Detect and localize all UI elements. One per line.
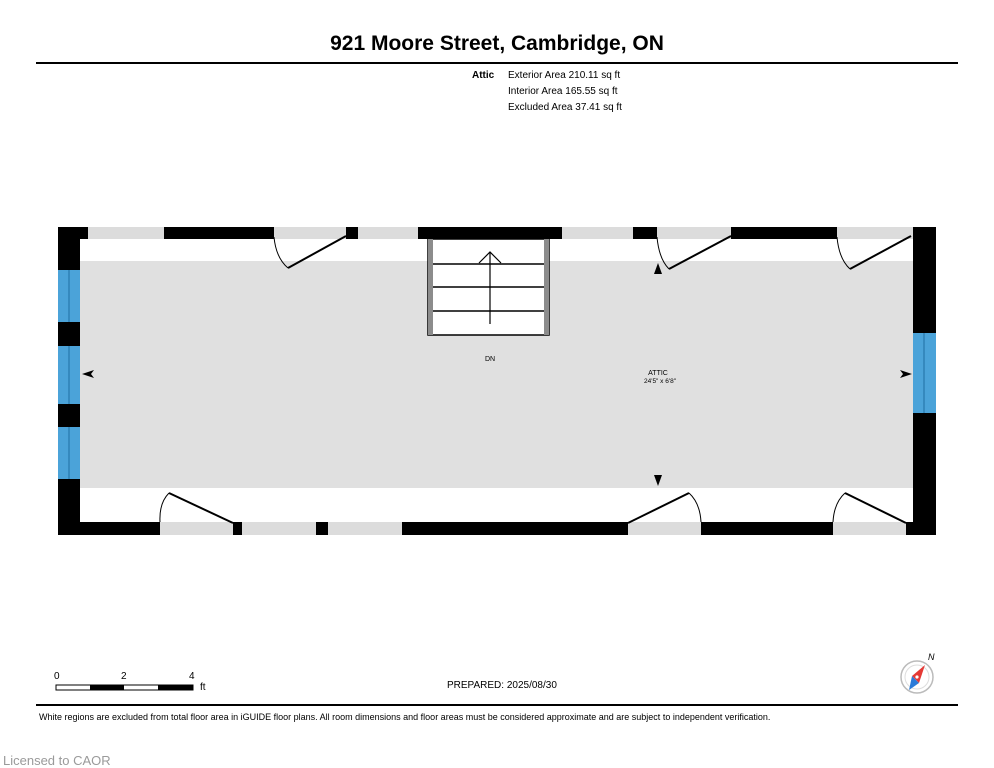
- footer-divider: [36, 704, 958, 706]
- room-name: ATTIC: [648, 370, 668, 377]
- right-wall: [913, 227, 936, 535]
- exterior-area: Exterior Area 210.11 sq ft: [508, 70, 621, 81]
- scale-unit: ft: [200, 682, 206, 693]
- scale-bar: [56, 685, 193, 690]
- license-watermark: Licensed to CAOR: [3, 753, 111, 768]
- scale-tick-2: 2: [121, 671, 127, 682]
- excluded-area: Excluded Area 37.41 sq ft: [508, 102, 622, 113]
- door-bottom-1: [160, 493, 233, 523]
- footnote: White regions are excluded from total floor area in iGUIDE floor plans. All room dimensions and floor areas must be considered approximate and are subject to independent verification.: [39, 712, 771, 722]
- room-dimensions: 24'5" x 6'8": [643, 378, 677, 385]
- compass-north-label: N: [928, 652, 935, 662]
- page-title: 921 Moore Street, Cambridge, ON: [330, 32, 664, 55]
- door-bottom-3: [833, 493, 906, 523]
- staircase: [428, 239, 549, 335]
- top-wall: [58, 227, 913, 239]
- scale-tick-0: 0: [54, 671, 60, 682]
- prepared-date: PREPARED: 2025/08/30: [447, 680, 557, 691]
- compass-icon: [901, 652, 935, 693]
- left-wall: [58, 227, 80, 535]
- scale-tick-4: 4: [189, 671, 195, 682]
- stairs-down-label: DN: [484, 356, 496, 363]
- level-label: Attic: [472, 70, 495, 81]
- interior-area: Interior Area 165.55 sq ft: [508, 86, 618, 97]
- bottom-wall: [58, 522, 936, 535]
- door-bottom-2: [628, 493, 701, 523]
